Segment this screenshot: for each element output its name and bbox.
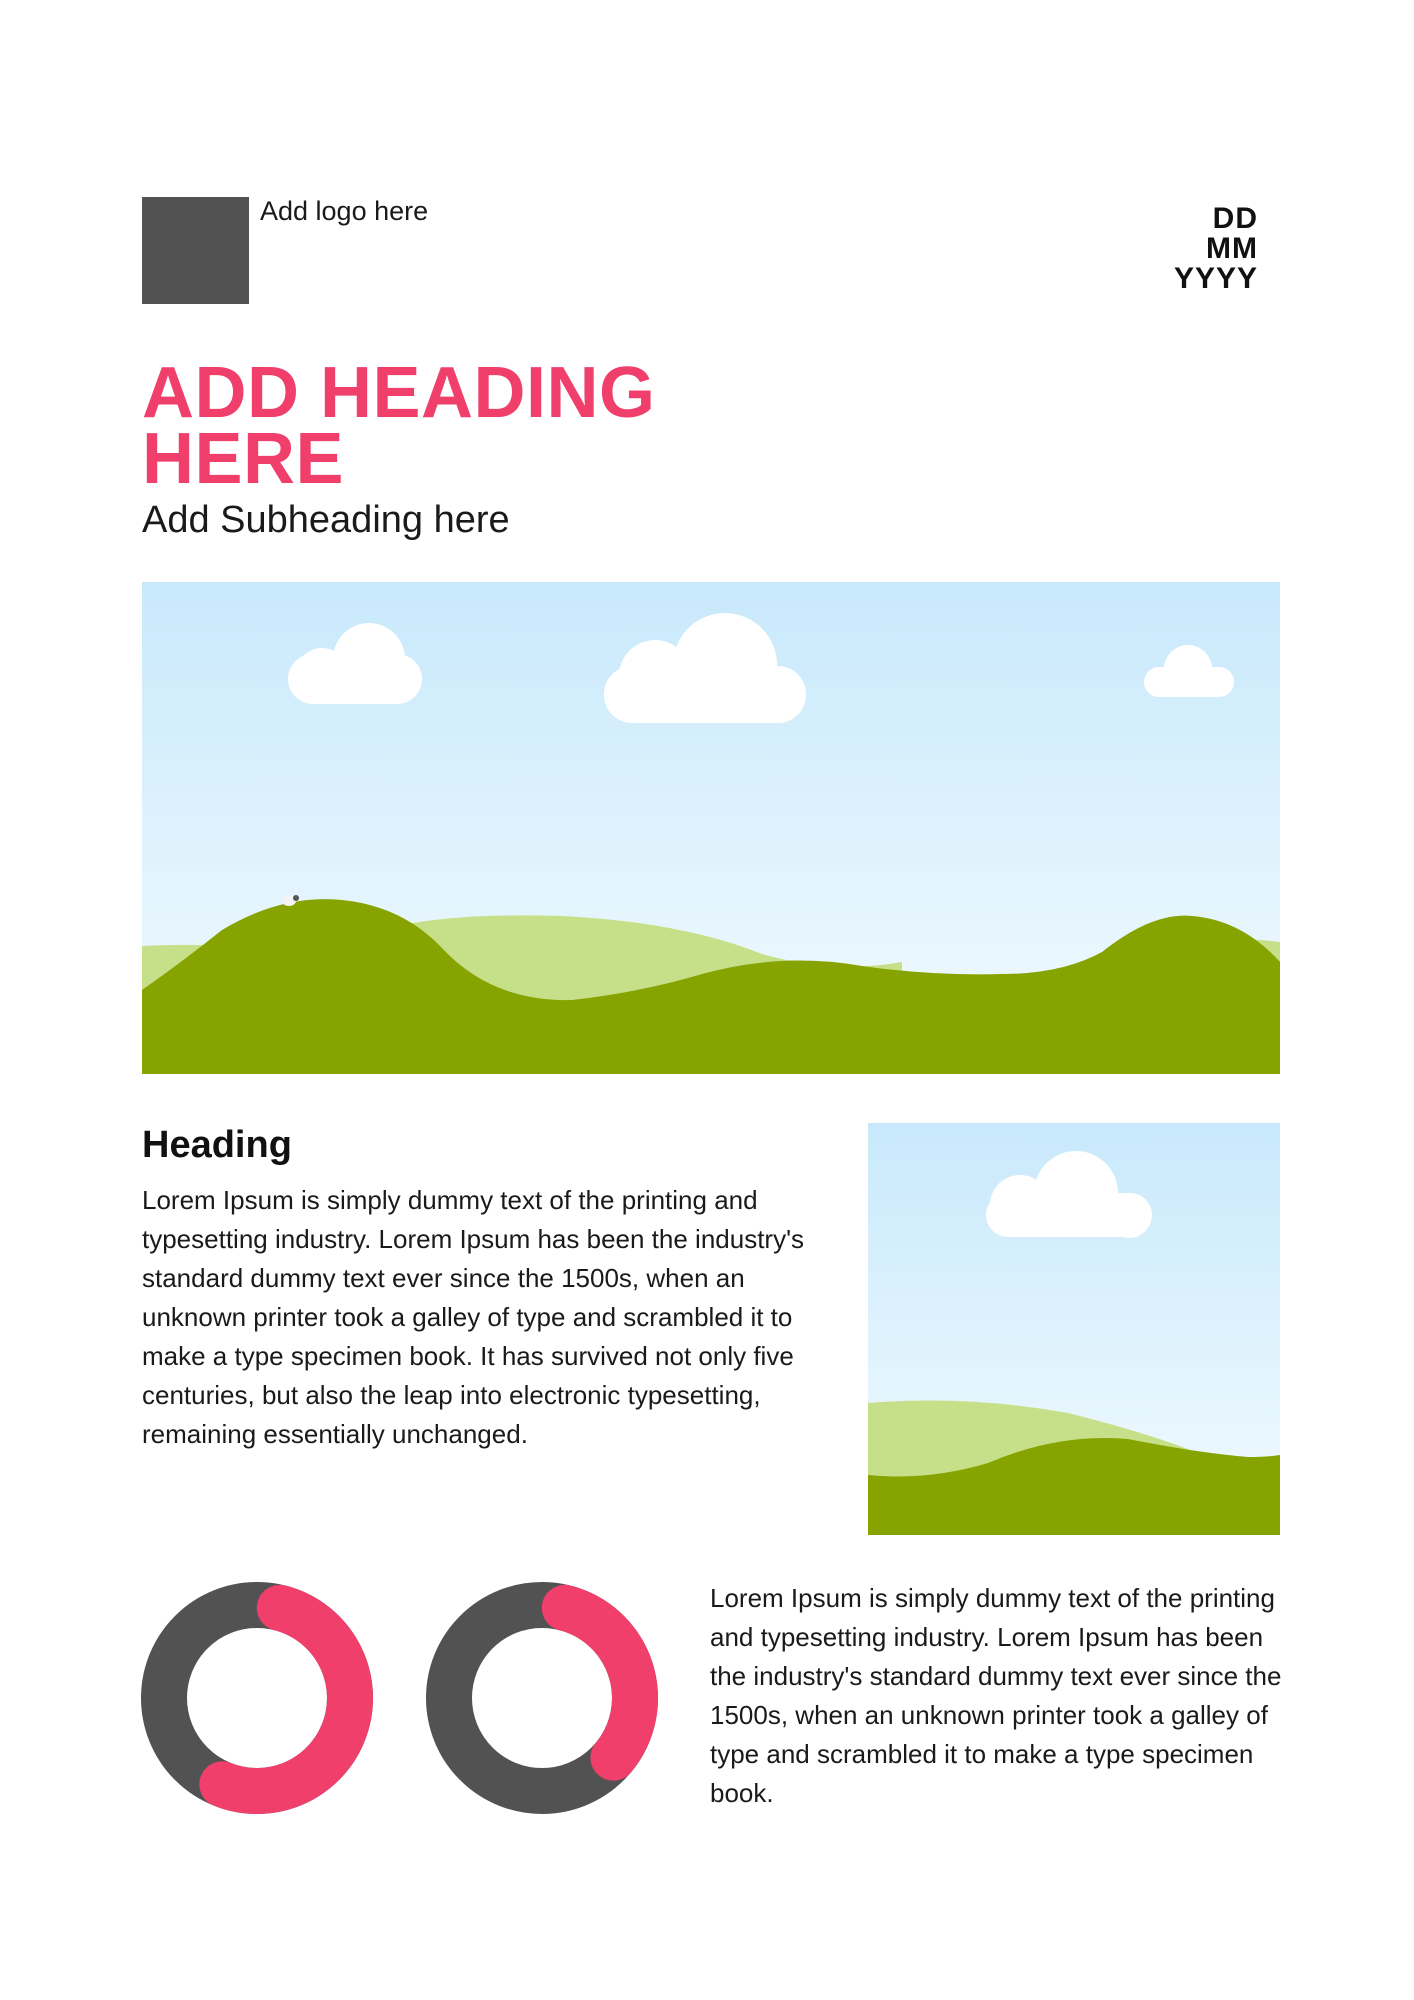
date-year: YYYY — [1173, 262, 1258, 295]
heading-line-2: HERE — [142, 419, 345, 499]
donut-chart — [141, 1582, 373, 1814]
date-day: DD — [1212, 202, 1258, 235]
date-block — [1174, 204, 1258, 294]
footer-body-text: Lorem Ipsum is simply dummy text of the printing and typesetting industry. Lorem Ipsum has been the industry's standard dummy text ever since the 1500s, when an unknown printer took a galley of type and scrambled it to make a type specimen book. — [710, 1583, 1282, 1808]
donut-chart — [426, 1582, 658, 1814]
section-body-text: Lorem Ipsum is simply dummy text of the printing and typesetting industry. Lorem Ipsum has been the industry's standard dummy text ever since the 1500s, when an unknown printer took a galley of type and scrambled it to make a type specimen book. It has survived not only five centuries, but also the leap into electronic typesetting, remaining essentially unchanged. — [142, 1185, 805, 1449]
logo-text: Add logo here — [260, 196, 429, 226]
hero-landscape-image — [142, 582, 1280, 1074]
logo-placeholder — [142, 197, 249, 304]
date-month: MM — [1206, 232, 1258, 265]
page-subheading: Add Subheading here — [142, 499, 510, 541]
heading-line-1: ADD HEADING — [142, 353, 656, 433]
section-heading: Heading — [142, 1124, 292, 1166]
page-heading — [142, 353, 842, 499]
side-landscape-image — [868, 1123, 1280, 1535]
